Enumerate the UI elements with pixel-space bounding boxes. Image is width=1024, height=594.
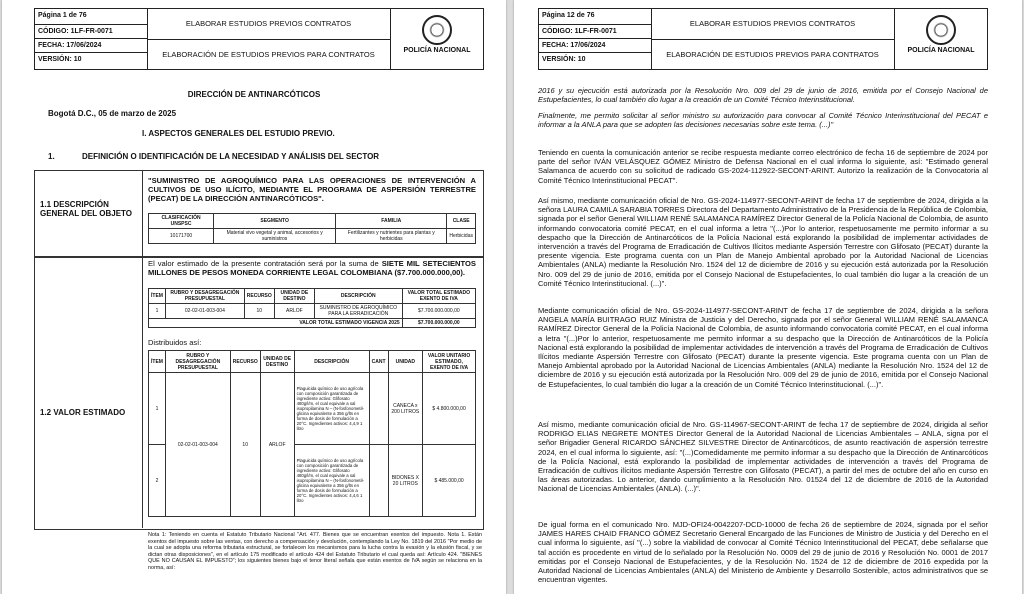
- police-seal-icon: [926, 15, 956, 45]
- value-cell: 1: [149, 304, 166, 319]
- dist-header: DESCRIPCIÓN: [294, 351, 369, 373]
- value-cell: ARLOF: [274, 304, 314, 319]
- dist-cant: [369, 373, 388, 445]
- value-cell: 02-02-01-003-004: [165, 304, 244, 319]
- value-statement: [148, 259, 476, 277]
- paragraph: Finalmente, me permito solicitar al señor ministro su autorización para convocar al Comité Técnico Interinstitucional del PECAT e informar a la ANLA para que se adopten las decisiones necesarias sobre este tema. (...)": [538, 111, 988, 130]
- section-1-2-label: 1.2 VALOR ESTIMADO: [40, 408, 126, 417]
- direction-title: DIRECCIÓN DE ANTINARCÓTICOS: [187, 90, 321, 99]
- dist-rubro: 02-02-01-003-004: [165, 373, 230, 517]
- document-version: VERSIÓN: 10: [542, 56, 586, 63]
- dist-header: ÍTEM: [149, 351, 166, 373]
- paragraph: Así mismo, mediante comunicación oficial de Nro. GS-114967-SECONT-ARINT de fecha 17 de septiembre de 2024, dirigida al señor RODRIGO ELIAS NEGRETE MONTES Director General de la Autoridad Nacional de Licencias Ambientales – ANLA, signa por el señor Brigadier General RICARDO SÁNCHEZ SILVESTRE Director de Antinarcóticos, de asunto reactivación de aspersión terrestre 2024, en el cual informa lo siguiente, así: "(...)Comedidamente me permito informar a su despacho que la Dirección de Antinarcóticos de la Policía Nacional, está explorando la posibilidad de implementar actividades de intervención a través del Programa de Erradicación de cultivos ilícitos mediante Aspersión Terrestre con Glifosato (PECAT), a partir del mes de octubre del año en curso en las áreas autorizadas. Lo anterior, dando cumplimiento a la Resolución Nro. 01524 del 12 de diciembre de 2016 de la Autoridad Nacional de Licencias Ambientales (ANLA). (...)".: [538, 420, 988, 494]
- dist-value: $ 485.000,00: [423, 445, 476, 517]
- item1-number: 1.: [48, 152, 55, 161]
- dist-cant: [369, 445, 388, 517]
- value-header: RECURSO: [244, 289, 274, 304]
- place-date: Bogotá D.C., 05 de marzo de 2025: [48, 109, 177, 118]
- class-header: SEGMENTO: [214, 214, 336, 229]
- value-cell: $7.700.000.000,00: [402, 304, 475, 319]
- class-header: CLASE: [447, 214, 476, 229]
- tax-note: Nota 1: Teniendo en cuenta el Estatuto Tributario Nacional "Art. 477. Bienes que se encuentran exentos del impuesto. Nota 1. Están exentos del impuesto sobre las ventas, con derecho a compensación y devolución, contemplando la Ley No. 1819 del 2016 "Por medio de la cual se adopta una reforma tributaria estructural, se fortalecen los mecanismos para la lucha contra la evasión y la elusión fiscal, y se dictan otras disposiciones", en el artículo 175 modificado el artículo 424 del Estatuto Tributario el cual queda así: Artículo 424. "BIENES QUE NO CAUSAN EL IMPUESTO"; los siguientes bienes bajo el tenor literal señala que están exentos de IVA según se relaciona en la norma, así:: [148, 532, 482, 571]
- value-cell: 10: [244, 304, 274, 319]
- value-total: $7.700.000.000,00: [402, 319, 475, 328]
- document-code: CÓDIGO: 1LF-FR-0071: [539, 25, 651, 39]
- value-header: DESCRIPCIÓN: [314, 289, 402, 304]
- header-title: ELABORAR ESTUDIOS PREVIOS CONTRATOS: [651, 9, 894, 40]
- section-1-1-label: 1.1 DESCRIPCIÓN GENERAL DEL OBJETO: [40, 200, 133, 219]
- dist-header: UNIDAD DE DESTINO: [260, 351, 294, 373]
- class-cell: Fertilizantes y nutrientes para plantas y herbicidas: [336, 229, 447, 244]
- paragraph: 2016 y su ejecución está autorizada por la Resolución Nro. 009 del 29 de junio de 2016, emitida por el Consejo Nacional de Estupefacientes, lo cual también dio lugar a la creación de un Comité Técnico Interinstitucional.: [538, 86, 988, 105]
- dist-header: RECURSO: [230, 351, 260, 373]
- value-header: ÍTEM: [149, 289, 166, 304]
- value-amount: SIETE MIL SETECIENTOS MILLONES DE PESOS MONEDA CORRIENTE LEGAL COLOMBIANA ($7.700.000.000,00).: [148, 259, 476, 277]
- dist-recurso: 10: [230, 373, 260, 517]
- document-page-2: [514, 0, 1022, 594]
- document-code: CÓDIGO: 1LF-FR-0071: [35, 25, 147, 39]
- page-header: [538, 8, 988, 70]
- class-cell: Material vivo vegetal y animal, accesorios y suministros: [214, 229, 336, 244]
- page-number: Página 12 de 76: [539, 9, 651, 25]
- item1-heading: DEFINICIÓN O IDENTIFICACIÓN DE LA NECESIDAD Y ANÁLISIS DEL SECTOR: [82, 152, 380, 161]
- org-name: POLICÍA NACIONAL: [907, 47, 975, 54]
- paragraph: Mediante comunicación oficial de Nro. GS-2024-114977-SECONT-ARINT de fecha 17 de septiembre de 2024, dirigida a la señora ANGELA MARÍA BUITRAGO RUIZ Ministra de Justicia y del Derecho, signada por el señor General WILLIAM RENÉ SALAMANCA RAMÍREZ Director General de la Policía Nacional de Colombia, de asunto informando convocatoria comité PECAT, en el cual informa a letra "(...)Por lo anterior, respetuosamente me permito informar a su despacho que la Dirección de Antinarcóticos de la Policía Nacional está explorando la posibilidad de implementar actividades de intervención a través del Programa de Erradicación de Cultivos Ilícitos mediante Aspersión Terrestre con Glifosato (PECAT) durante la presente vigencia. Este programa cuenta con un Plan de Manejo Ambiental aprobado por la Autoridad Nacional de Licencias Ambientales (ANLA) mediante la Resolución Nro. 1524 del 12 de diciembre de 2016 y su ejecución está autorizada por la Resolución Nro. 009 del 29 de junio de 2016, emitida por el Consejo Nacional de Estupefacientes, lo cual también dio lugar a la creación de un Comité Técnico Interinstitucional. (...)".: [538, 306, 988, 389]
- class-cell: 10171700: [149, 229, 214, 244]
- value-table: [148, 288, 476, 328]
- header-title: ELABORAR ESTUDIOS PREVIOS CONTRATOS: [147, 9, 390, 40]
- paragraph: Así mismo, mediante comunicación oficial de Nro. GS-2024-114977-SECONT-ARINT de fecha 17 de septiembre de 2024, dirigida a la señora LAURA CAMILA SARABIA TORRES Directora del Departamento Administrativo de la Presidencia de la República de Colombia, signada por el señor General WILLIAM RENÉ SALAMANCA RAMÍREZ Director General de la Policía Nacional de Colombia, de asunto informando convocatoria comité PECAT, en el cual informa a letra "(...)Por lo anterior, respetuosamente me permito informar a su despacho que la Dirección de Antinarcóticos de la Policía Nacional está explorando la posibilidad de implementar actividades de intervención a través del Programa de Erradicación de Cultivos Ilícitos mediante Aspersión Terrestre con Glifosato (PECAT) durante la presente vigencia. Este programa cuenta con un Plan de Manejo Ambiental aprobado por la Autoridad Nacional de Licencias Ambientales (ANLA) mediante la Resolución Nro. 1524 del 12 de diciembre de 2016 y su ejecución está autorizada por la Resolución Nro. 009 del 29 de junio de 2016, emitida por el Consejo Nacional de Estupefacientes, lo cual también dio lugar a la creación de un Comité Técnico Interinstitucional. (...)".: [538, 196, 988, 288]
- police-seal-icon: [422, 15, 452, 45]
- document-version: VERSIÓN: 10: [38, 56, 82, 63]
- document-date: FECHA: 17/06/2024: [35, 39, 147, 53]
- value-total-label: VALOR TOTAL ESTIMADO VIGENCIA 2025: [149, 319, 403, 328]
- value-header: VALOR TOTAL ESTIMADO EXENTO DE IVA: [402, 289, 475, 304]
- dist-header: VALOR UNITARIO ESTIMADO, EXENTO DE IVA: [423, 351, 476, 373]
- value-text: El valor estimado de la presente contratación será por la suma de: [148, 259, 382, 268]
- page-header: [34, 8, 484, 70]
- org-name: POLICÍA NACIONAL: [403, 47, 471, 54]
- value-header: RUBRO Y DESAGREGACIÓN PRESUPUESTAL: [165, 289, 244, 304]
- section-heading: I. ASPECTOS GENERALES DEL ESTUDIO PREVIO.: [142, 129, 335, 138]
- document-date: FECHA: 17/06/2024: [539, 39, 651, 53]
- class-header: CLASIFICACIÓN UNSPSC: [149, 214, 214, 229]
- header-subtitle: ELABORACIÓN DE ESTUDIOS PREVIOS PARA CONTRATOS: [666, 50, 879, 59]
- dist-unit: CANECA x 200 LITROS: [388, 373, 423, 445]
- dist-header: CANT: [369, 351, 388, 373]
- dist-header: RUBRO Y DESAGREGACIÓN PRESUPUESTAL: [165, 351, 230, 373]
- paragraph: De igual forma en el comunicado Nro. MJD-OFI24-0042207-DCD-10000 de fecha 26 de septiembre de 2024, signada por el señor JAMES HARES CHAID FRANCO GÓMEZ Secretario General Encargado de las Funciones de Ministro de Justicia y del Derecho en el cual informa lo siguiente, así "(...) sobre la viabilidad de convocar al Comité Técnico Interinstitucional del PECAT, debe señalarse que tal acción es procedente en virtud de lo señalado por la Resolución No. 0009 del 29 de junio de 2016 y Resolución No. 0001 de 2017 emitidas por el Consejo Nacional de Estupefacientes, y de la Resolución No. 1524 de 12 de diciembre de 2016 expedida por la Autoridad Nacional de Licencias Ambientales (ANLA) del Ministerio de Ambiente y Desarrollo Sostenible, actos administrativos que se encuentran vigentes.: [538, 520, 988, 585]
- class-header: FAMILIA: [336, 214, 447, 229]
- dist-destino: ARLOF: [260, 373, 294, 517]
- object-description: "SUMINISTRO DE AGROQUÍMICO PARA LAS OPERACIONES DE INTERVENCIÓN A CULTIVOS DE USO ILÍCITO, MEDIANTE EL PROGRAMA DE ASPERSIÓN TERRESTRE (PECAT) DE LA DIRECCIÓN ANTINARCÓTICOS".: [148, 176, 476, 203]
- dist-desc: Plaguicida químico de uso agrícola con composición garantizada de ingrediente activo: Glifosato 480g/l/m, el cual equivale a sal isopropilamina N – (N-fosfonometil-glicina equivalente a 356 g/lts en forma de dosis de formulación a 20°C. Ingredientes activos: 4,4,6 1 litro: [294, 445, 369, 517]
- dist-desc: Plaguicida químico de uso agrícola con composición garantizada de ingrediente activo: Glifosato 480g/l/m, el cual equivale a sal isopropilamina N – (N-fosfonometil-glicina equivalente a 356 g/lts en forma de dosis de formulación a 20°C. Ingredientes activos: 4,4,9 1 litro: [294, 373, 369, 445]
- distributed-label: Distribuidos así:: [148, 338, 202, 347]
- dist-value: $ 4.800.000,00: [423, 373, 476, 445]
- dist-unit: BIDONES X 20 LITROS: [388, 445, 423, 517]
- class-cell: Herbicidas: [447, 229, 476, 244]
- value-cell: SUMINISTRO DE AGROQUÍMICO PARA LA ERRADICACIÓN: [314, 304, 402, 319]
- paragraph: Teniendo en cuenta la comunicación anterior se recibe respuesta mediante correo electrónico de fecha 16 de septiembre de 2024 por parte del señor IVÁN VELÁSQUEZ GÓMEZ Ministro de Defensa Nacional en el cual informa lo siguiente, así: "Estimado general Salamanca de acuerdo con su solicitud de radicado GS-2024-112922-SECONT-ARINT. Autorizo la realización de la Convocatoria al Comité Técnico Interinstitucional PECAT".: [538, 148, 988, 185]
- dist-header: UNIDAD: [388, 351, 423, 373]
- document-page-1: [2, 0, 506, 594]
- dist-item: 1: [149, 373, 166, 445]
- distribution-table: [148, 350, 476, 517]
- dist-item: 2: [149, 445, 166, 517]
- value-header: UNIDAD DE DESTINO: [274, 289, 314, 304]
- header-subtitle: ELABORACIÓN DE ESTUDIOS PREVIOS PARA CONTRATOS: [162, 50, 375, 59]
- classification-table: [148, 213, 476, 244]
- page-number: Página 1 de 76: [35, 9, 147, 25]
